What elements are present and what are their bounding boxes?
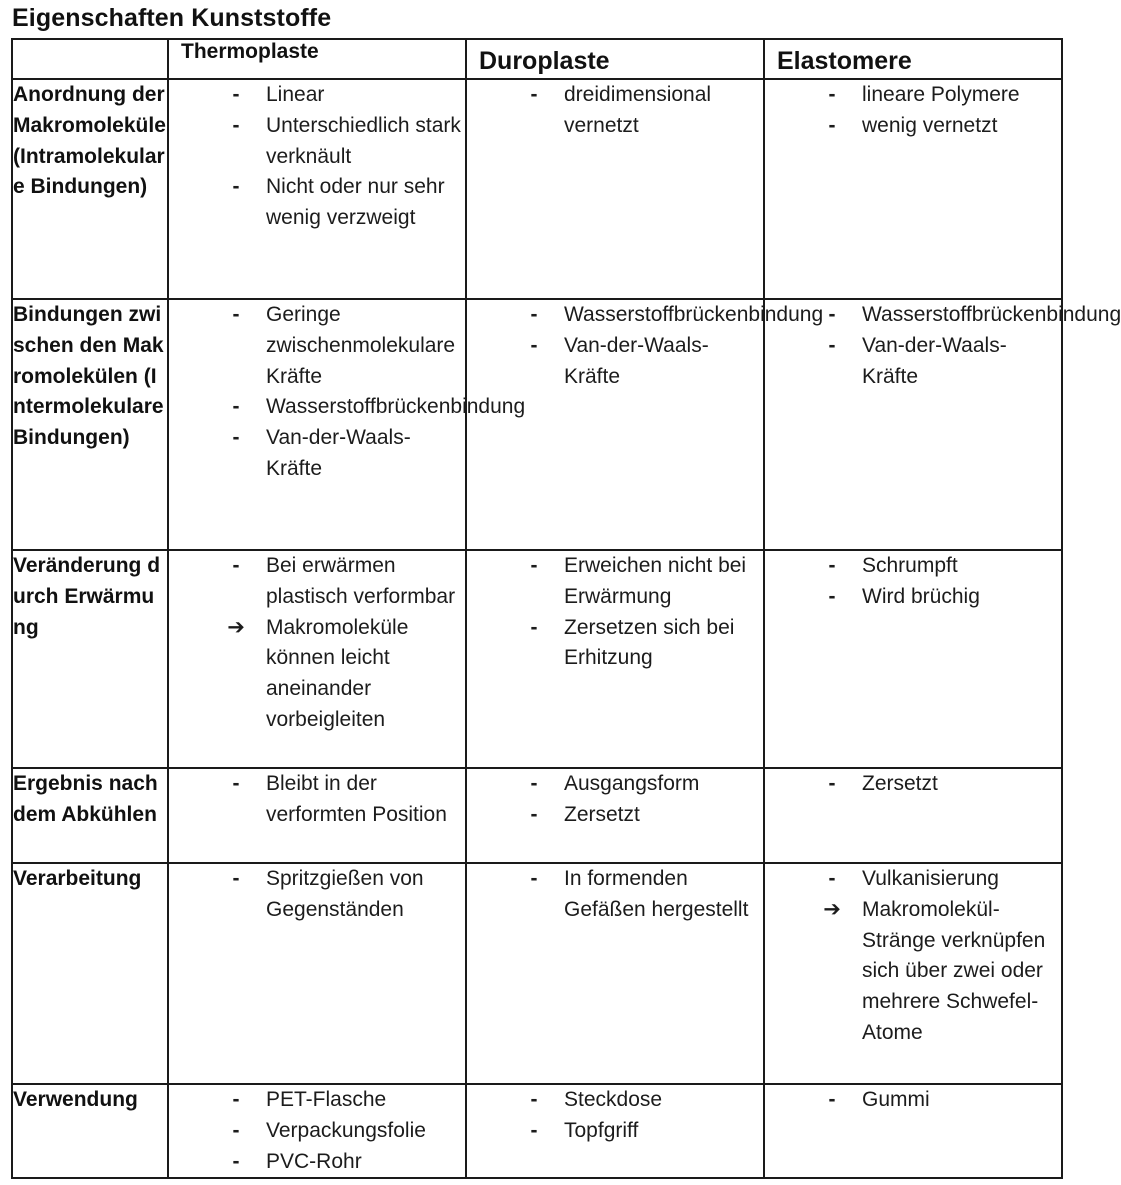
- list-item-text: Wasserstoffbrückenbindung: [862, 303, 1121, 326]
- header-thermoplaste: Thermoplaste: [168, 39, 466, 79]
- list-item: [765, 582, 1061, 613]
- list-item: [765, 864, 1061, 895]
- list-item: [169, 172, 465, 234]
- dash-bullet-icon: -: [530, 333, 538, 357]
- bullet-list: [765, 769, 1061, 800]
- bullet-list: [467, 80, 763, 142]
- list-item: [467, 300, 824, 331]
- list-item: [765, 895, 1061, 1049]
- arrow-bullet-icon: ➔: [227, 615, 245, 639]
- list-item-text: Geringe zwischenmolekulare Kräfte: [266, 303, 456, 388]
- list-item: [765, 111, 1061, 142]
- dash-bullet-icon: -: [828, 554, 836, 577]
- list-item: [169, 111, 465, 173]
- properties-table: [11, 38, 1121, 1179]
- list-item-text: Nicht oder nur sehr wenig verzweigt: [266, 175, 445, 230]
- cell-thermo: [168, 768, 466, 863]
- header-elastomere: Elastomere: [764, 39, 1062, 79]
- list-item: [169, 1116, 465, 1147]
- table-header-row: [12, 39, 1062, 79]
- list-item: [467, 331, 763, 393]
- list-item-text: Van-der-Waals-Kräfte: [862, 333, 1007, 388]
- bullet-list: [765, 80, 1061, 142]
- arrow-bullet-icon: ➔: [823, 897, 841, 921]
- bullet-list: [467, 864, 763, 926]
- dash-bullet-icon: -: [530, 554, 538, 577]
- list-item-text: Wird brüchig: [862, 584, 980, 608]
- list-item-text: Topfgriff: [564, 1118, 639, 1142]
- list-item: [765, 331, 1061, 393]
- dash-bullet-icon: -: [232, 772, 240, 795]
- dash-bullet-icon: -: [828, 1088, 836, 1111]
- cell-duro: [466, 1084, 764, 1178]
- dash-bullet-icon: -: [232, 426, 240, 450]
- row-label: Verwendung: [12, 1084, 168, 1178]
- row-label: Anordnung der Makromoleküle (Intramolekulare Bindungen): [12, 79, 168, 299]
- cell-thermo: [168, 550, 466, 768]
- dash-bullet-icon: -: [530, 1088, 538, 1111]
- bullet-list: [765, 551, 1061, 613]
- cell-elasto: [764, 550, 1062, 768]
- cell-elasto: [764, 768, 1062, 863]
- list-item-text: Steckdose: [564, 1088, 663, 1111]
- list-item: [169, 864, 465, 926]
- dash-bullet-icon: -: [232, 303, 240, 326]
- table-row: [12, 1084, 1062, 1178]
- bullet-list: [765, 300, 1121, 392]
- list-item-text: Bei erwärmen plastisch verformbar: [266, 554, 456, 608]
- list-item-text: Ausgangsform: [564, 772, 700, 795]
- list-item-text: Makromolekül-Stränge verknüpfen sich über zwei oder mehrere Schwefel-Atome: [862, 897, 1046, 1044]
- cell-thermo: [168, 79, 466, 299]
- list-item-text: PET-Flasche: [266, 1088, 387, 1111]
- dash-bullet-icon: -: [232, 1118, 240, 1142]
- list-item-text: PVC-Rohr: [266, 1149, 362, 1173]
- list-item-text: Verpackungsfolie: [266, 1118, 426, 1142]
- list-item-text: Wasserstoffbrückenbindung: [266, 395, 526, 419]
- bullet-list: [765, 1085, 1061, 1116]
- cell-thermo: [168, 863, 466, 1084]
- list-item-text: Van-der-Waals-Kräfte: [564, 333, 709, 388]
- dash-bullet-icon: -: [232, 83, 240, 106]
- bullet-list: [169, 80, 465, 234]
- table-row: [12, 299, 1062, 550]
- row-label: Verarbeitung: [12, 863, 168, 1084]
- dash-bullet-icon: -: [232, 395, 240, 419]
- list-item: [169, 1147, 465, 1178]
- list-item: [467, 80, 763, 142]
- bullet-list: [467, 769, 763, 831]
- list-item-text: Van-der-Waals-Kräfte: [266, 426, 411, 480]
- dash-bullet-icon: -: [828, 867, 836, 890]
- bullet-list: [169, 300, 526, 485]
- list-item: [169, 392, 526, 423]
- list-item-text: Zersetzt: [564, 802, 640, 826]
- list-item-text: Bleibt in der verformten Position: [266, 772, 447, 826]
- list-item-text: dreidimensional vernetzt: [564, 83, 712, 137]
- cell-thermo: [168, 1084, 466, 1178]
- list-item: [765, 1085, 1061, 1116]
- cell-duro: [466, 299, 824, 550]
- list-item: [765, 300, 1121, 331]
- list-item: [467, 1085, 763, 1116]
- dash-bullet-icon: -: [232, 1149, 240, 1173]
- list-item: [467, 769, 763, 800]
- list-item: [169, 300, 465, 392]
- dash-bullet-icon: -: [232, 175, 240, 199]
- list-item: [467, 1116, 763, 1147]
- dash-bullet-icon: -: [828, 303, 836, 326]
- dash-bullet-icon: -: [530, 303, 538, 326]
- list-item: [169, 1085, 465, 1116]
- list-item-text: Erweichen nicht bei Erwärmung: [564, 554, 747, 608]
- dash-bullet-icon: -: [530, 615, 538, 639]
- row-label: Ergebnis nach dem Abkühlen: [12, 768, 168, 863]
- dash-bullet-icon: -: [232, 113, 240, 137]
- list-item-text: Spritzgießen von Gegenständen: [266, 867, 424, 921]
- list-item-text: wenig vernetzt: [862, 113, 998, 137]
- cell-thermo: [168, 299, 526, 550]
- list-item: [467, 864, 763, 926]
- row-label: Bindungen zwischen den Makromolekülen (Intermolekulare Bindungen): [12, 299, 168, 550]
- list-item-text: Makromoleküle können leicht aneinander vorbeigleiten: [266, 615, 409, 731]
- list-item-text: Wasserstoffbrückenbindung: [564, 303, 824, 326]
- list-item-text: In formenden Gefäßen hergestellt: [564, 867, 749, 921]
- dash-bullet-icon: -: [828, 83, 836, 106]
- bullet-list: [169, 769, 465, 831]
- dash-bullet-icon: -: [530, 802, 538, 826]
- list-item: [765, 551, 1061, 582]
- bullet-list: [467, 1085, 763, 1147]
- header-duroplaste: Duroplaste: [466, 39, 764, 79]
- list-item: [169, 551, 465, 613]
- list-item-text: Zersetzen sich bei Erhitzung: [564, 615, 735, 670]
- cell-elasto: [764, 1084, 1062, 1178]
- dash-bullet-icon: -: [530, 83, 538, 106]
- list-item-text: Vulkanisierung: [862, 867, 999, 890]
- dash-bullet-icon: -: [828, 113, 836, 137]
- bullet-list: [467, 551, 763, 674]
- cell-duro: [466, 863, 764, 1084]
- dash-bullet-icon: -: [232, 554, 240, 577]
- dash-bullet-icon: -: [232, 867, 240, 890]
- table-row: [12, 550, 1062, 768]
- cell-elasto: [764, 863, 1062, 1084]
- table-row: [12, 768, 1062, 863]
- list-item: [169, 423, 465, 485]
- list-item: [765, 769, 1061, 800]
- dash-bullet-icon: -: [530, 1118, 538, 1142]
- page-title: Eigenschaften Kunststoffe: [12, 4, 332, 32]
- cell-duro: [466, 79, 764, 299]
- cell-duro: [466, 768, 764, 863]
- cell-elasto: [764, 79, 1062, 299]
- dash-bullet-icon: -: [530, 772, 538, 795]
- row-label: Veränderung durch Erwärmung: [12, 550, 168, 768]
- list-item: [765, 80, 1061, 111]
- list-item-text: Zersetzt: [862, 772, 938, 795]
- dash-bullet-icon: -: [530, 867, 538, 890]
- list-item: [169, 769, 465, 831]
- list-item-text: Linear: [266, 83, 325, 106]
- bullet-list: [169, 551, 465, 736]
- list-item: [467, 551, 763, 613]
- list-item-text: lineare Polymere: [862, 83, 1020, 106]
- list-item: [169, 613, 465, 736]
- dash-bullet-icon: -: [232, 1088, 240, 1111]
- list-item-text: Schrumpft: [862, 554, 958, 577]
- bullet-list: [765, 864, 1061, 1049]
- bullet-list: [169, 1085, 465, 1177]
- bullet-list: [169, 864, 465, 926]
- dash-bullet-icon: -: [828, 333, 836, 357]
- table-row: [12, 79, 1062, 299]
- list-item: [467, 613, 763, 675]
- header-empty: [12, 39, 168, 79]
- dash-bullet-icon: -: [828, 772, 836, 795]
- list-item-text: Gummi: [862, 1088, 930, 1111]
- table-row: [12, 863, 1062, 1084]
- list-item: [467, 800, 763, 831]
- cell-elasto: [764, 299, 1121, 550]
- table-body: [12, 79, 1121, 1178]
- list-item: [169, 80, 465, 111]
- list-item-text: Unterschiedlich stark verknäult: [266, 113, 461, 168]
- bullet-list: [467, 300, 824, 392]
- cell-duro: [466, 550, 764, 768]
- dash-bullet-icon: -: [828, 584, 836, 608]
